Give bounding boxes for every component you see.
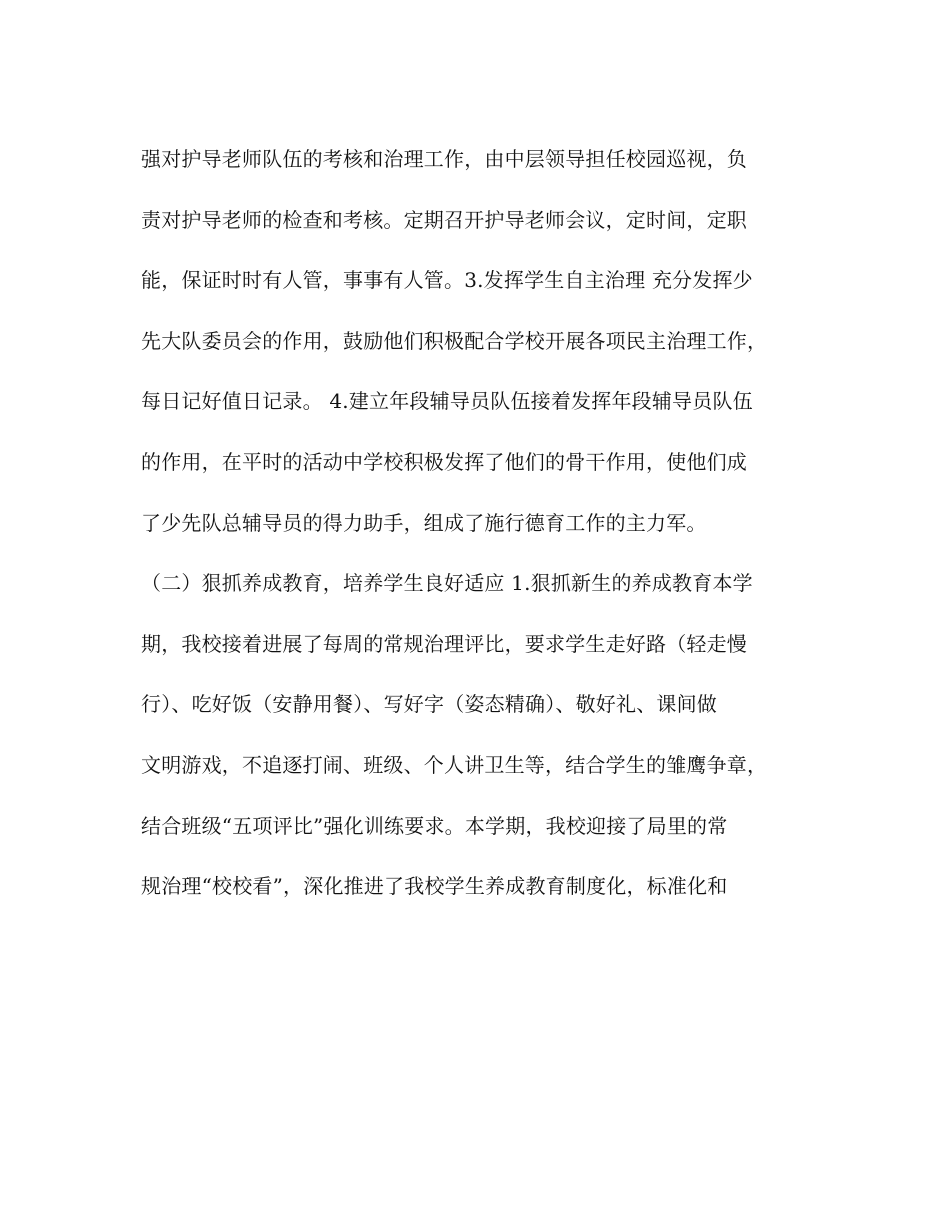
text-line-12: 结合班级“五项评比”强化训练要求。本学期，我校迎接了局里的常 (141, 813, 728, 838)
text-line-5: 每日记好值日记录。 4.建立年段辅导员队伍接着发挥年段辅导员队伍 (141, 389, 753, 414)
text-line-10: 行）、吃好饭（安静用餐）、写好字（姿态精确）、敬好礼、课间做 (141, 692, 717, 717)
text-line-11: 文明游戏，不追逐打闹、班级、个人讲卫生等，结合学生的雏鹰争章， (141, 752, 768, 777)
text-line-3: 能，保证时时有人管，事事有人管。3.发挥学生自主治理 充分发挥少 (141, 268, 753, 293)
text-line-8: （二）狠抓养成教育，培养学生良好适应 1.狠抓新生的养成教育本学 (141, 571, 753, 596)
text-line-7: 了少先队总辅导员的得力助手，组成了施行德育工作的主力军。 (141, 510, 707, 535)
text-line-4: 先大队委员会的作用，鼓励他们积极配合学校开展各项民主治理工作， (141, 328, 768, 353)
text-line-6: 的作用，在平时的活动中学校积极发挥了他们的骨干作用，使他们成 (141, 449, 747, 474)
body-text (141, 141, 821, 929)
text-line-13: 规治理“校校看”，深化推进了我校学生养成教育制度化，标准化和 (141, 874, 728, 899)
text-line-2: 责对护导老师的检查和考核。定期召开护导老师会议，定时间，定职 (141, 207, 747, 232)
text-line-9: 期，我校接着进展了每周的常规治理评比，要求学生走好路（轻走慢 (141, 631, 747, 656)
text-line-1: 强对护导老师队伍的考核和治理工作，由中层领导担任校园巡视，负 (141, 147, 747, 171)
